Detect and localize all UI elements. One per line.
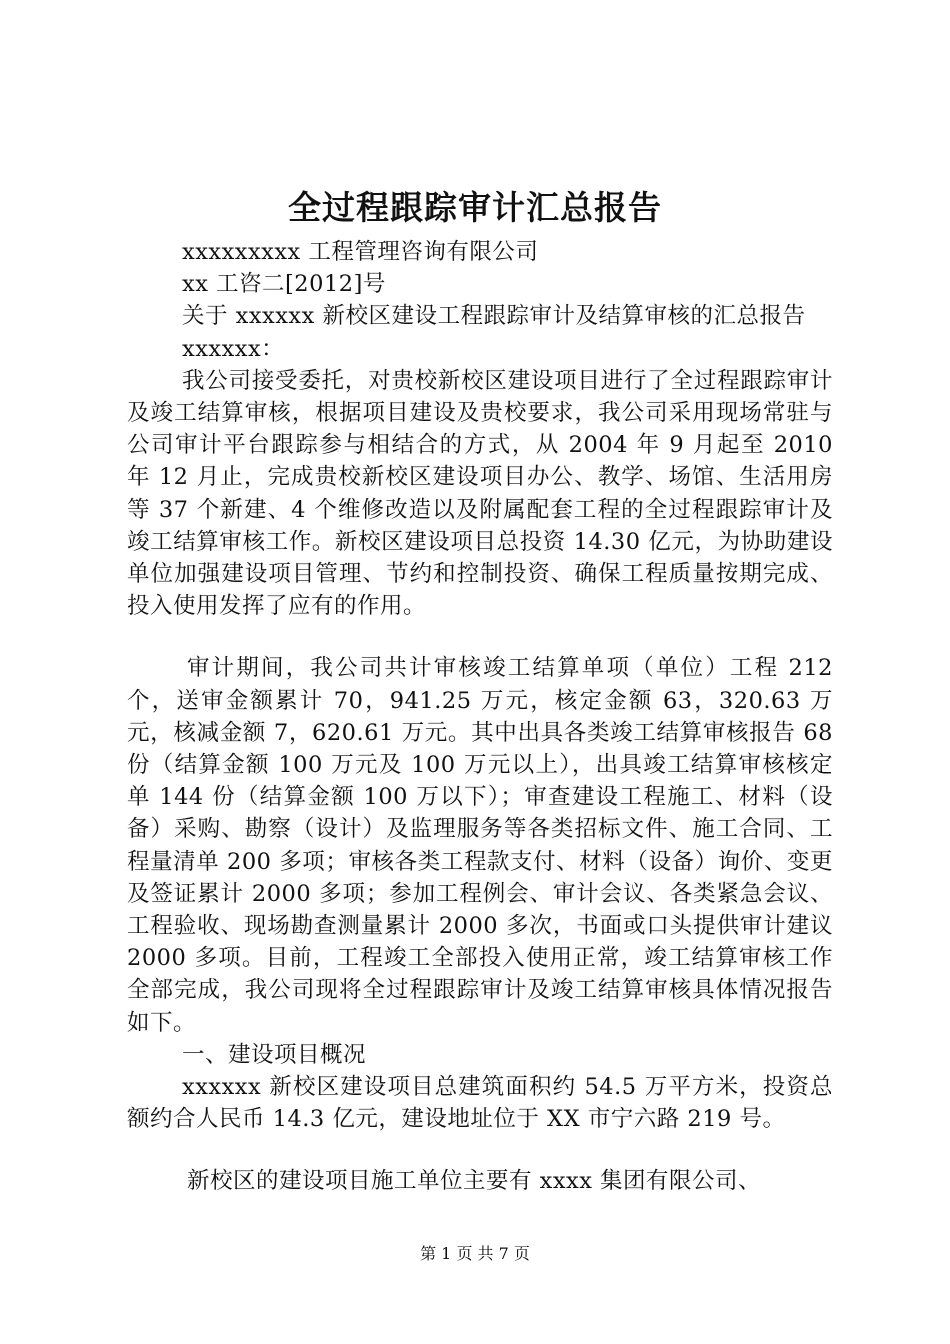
- page-footer: 第 1 页 共 7 页: [420, 1244, 530, 1263]
- document-body: [127, 236, 833, 1198]
- document-title: 全过程跟踪审计汇总报告: [288, 188, 662, 227]
- salutation: xxxxxx：: [182, 335, 285, 362]
- paragraph: 新校区的建设项目施工单位主要有 xxxx 集团有限公司、: [187, 1168, 762, 1195]
- paragraph: 审计期间，我公司共计审核竣工结算单项（单位）工程 212 个，送审金额累计 70，941.25 万元，核定金额 63，320.63 万元，核减金额 7，620.61 万元。其中出具各类竣工结算审核报告 68 份（结算金额 100 万元及 100 万元以上），出具竣工结算审核核定单 144 份（结算金额 100 万以下）；审查建设工程施工、材料（设备）采购、勘察（设计）及监理服务等各类招标文件、施工合同、工程量清单 200 多项；审核各类工程款支付、材料（设备）询价、变更及签证累计 2000 多项；参加工程例会、审计会议、各类紧急会议、工程验收、现场勘查测量累计 2000 多次，书面或口头提供审计建议 2000 多项。目前，工程竣工全部投入使用正常，竣工结算审核工作全部完成，我公司现将全过程跟踪审计及竣工结算审核具体情况报告如下。: [127, 655, 833, 1036]
- paragraph: 我公司接受委托，对贵校新校区建设项目进行了全过程跟踪审计及竣工结算审核，根据项目建设及贵校要求，我公司采用现场常驻与公司审计平台跟踪参与相结合的方式，从 2004 年 9 月起至 2010 年 12 月止，完成贵校新校区建设项目办公、教学、场馆、生活用房等 37 个新建、4 个维修改造以及附属配套工程的全过程跟踪审计及竣工结算审核工作。新校区建设项目总投资 14.30 亿元，为协助建设单位加强建设项目管理、节约和控制投资、确保工程质量按期完成、投入使用发挥了应有的作用。: [127, 367, 833, 620]
- document-number: xx 工咨二[2012]号: [182, 271, 386, 298]
- paragraph-gap: [127, 1135, 833, 1165]
- section-heading: 一、建设项目概况: [182, 1041, 367, 1068]
- paragraph-gap: [127, 622, 833, 652]
- company-name: xxxxxxxxx 工程管理咨询有限公司: [182, 239, 539, 265]
- report-subject: 关于 xxxxxx 新校区建设工程跟踪审计及结算审核的汇总报告: [182, 303, 806, 330]
- paragraph: xxxxxx 新校区建设项目总建筑面积约 54.5 万平方米，投资总额约合人民币 14.3 亿元，建设地址位于 XX 市宁六路 219 号。: [127, 1074, 833, 1133]
